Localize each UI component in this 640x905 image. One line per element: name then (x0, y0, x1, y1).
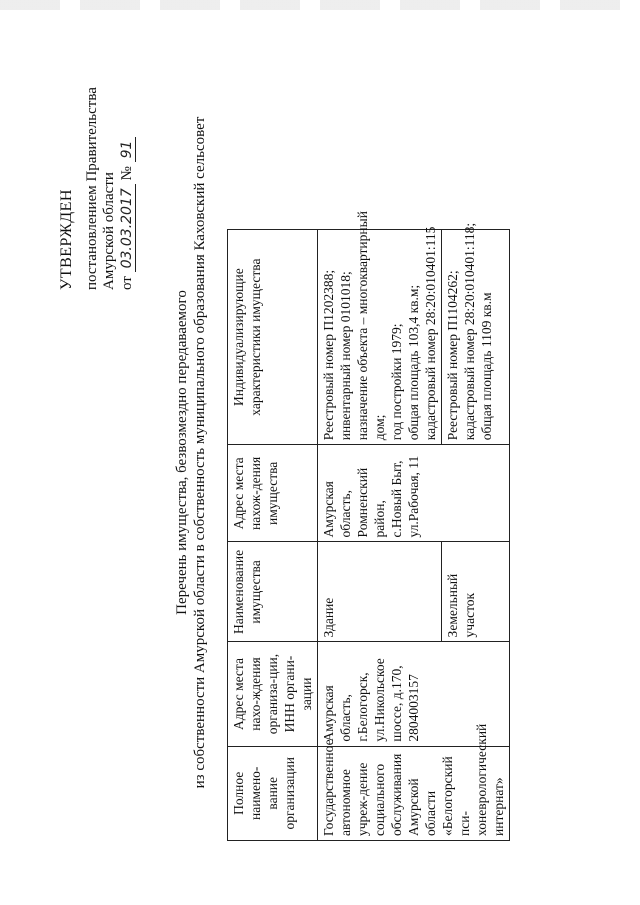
approval-line-1: постановлением Правительства (83, 87, 100, 290)
date-prefix: от (118, 276, 135, 290)
header-characteristics: Индивидуализирующие характеристики имущества (228, 230, 318, 445)
property-table (227, 211, 510, 841)
document-subtitle: из собственности Амурской области в собственность муниципального образования Каховский сельсовет (192, 116, 208, 789)
characteristic-line: дом; (372, 414, 387, 441)
handwritten-number: 91 (120, 137, 136, 163)
handwritten-date: 03.03.2017 (120, 184, 136, 272)
characteristic-line: год постройки 1979; (389, 323, 404, 441)
characteristic-line: назначение объекта – многоквартирный (355, 211, 370, 441)
number-sign: № (118, 166, 135, 181)
property-address-cell: Амурская область, Ромненский район, с.Новый Быт, ул.Рабочая, 11 (318, 445, 510, 542)
characteristic-line: общая площадь 1109 кв.м (479, 292, 494, 441)
header-property-name: Наименование имущества (228, 542, 318, 642)
approval-date-line (119, 60, 137, 290)
characteristic-line: кадастровый номер 28:20:010401:115 (423, 226, 438, 441)
table-row (318, 230, 442, 841)
document-title: Перечень имущества, безвозмездно передаваемого (174, 290, 190, 615)
header-org-address: Адрес места нахо-ждения организа-ции, ИНН органи-зации (228, 642, 318, 746)
property-name-cell: Здание (318, 542, 442, 642)
characteristics-cell (442, 222, 510, 445)
characteristic-line: инвентарный номер 0101018; (338, 271, 353, 441)
header-property-address: Адрес места нахож-дения имущества (228, 445, 318, 542)
property-name-cell: Земельный участок (442, 542, 510, 642)
approval-line-2: Амурской области (101, 172, 117, 290)
header-org-name: Полное наимено-вание организации (228, 746, 318, 840)
org-address-cell: Амурская область, г.Белогорск, ул.Никольское шоссе, д.170, 2804003157 (318, 642, 510, 746)
characteristic-line: Реестровый номер П1202388; (321, 269, 336, 441)
approval-stamp (58, 60, 136, 290)
characteristic-line: общая площадь 103,4 кв.м; (406, 284, 421, 441)
characteristic-line: Реестровый номер П1104262; (445, 270, 460, 441)
characteristic-line: кадастровый номер 28:20:010401:118; (462, 222, 477, 441)
table-header-row (228, 230, 318, 841)
org-name-cell: Государственное автономное учреж-дение социального обслуживания Амурской области «Белогорский пси-хоневрологический интернат» (318, 746, 510, 840)
approval-title: УТВЕРЖДЕН (58, 189, 75, 290)
characteristics-cell (318, 211, 442, 445)
